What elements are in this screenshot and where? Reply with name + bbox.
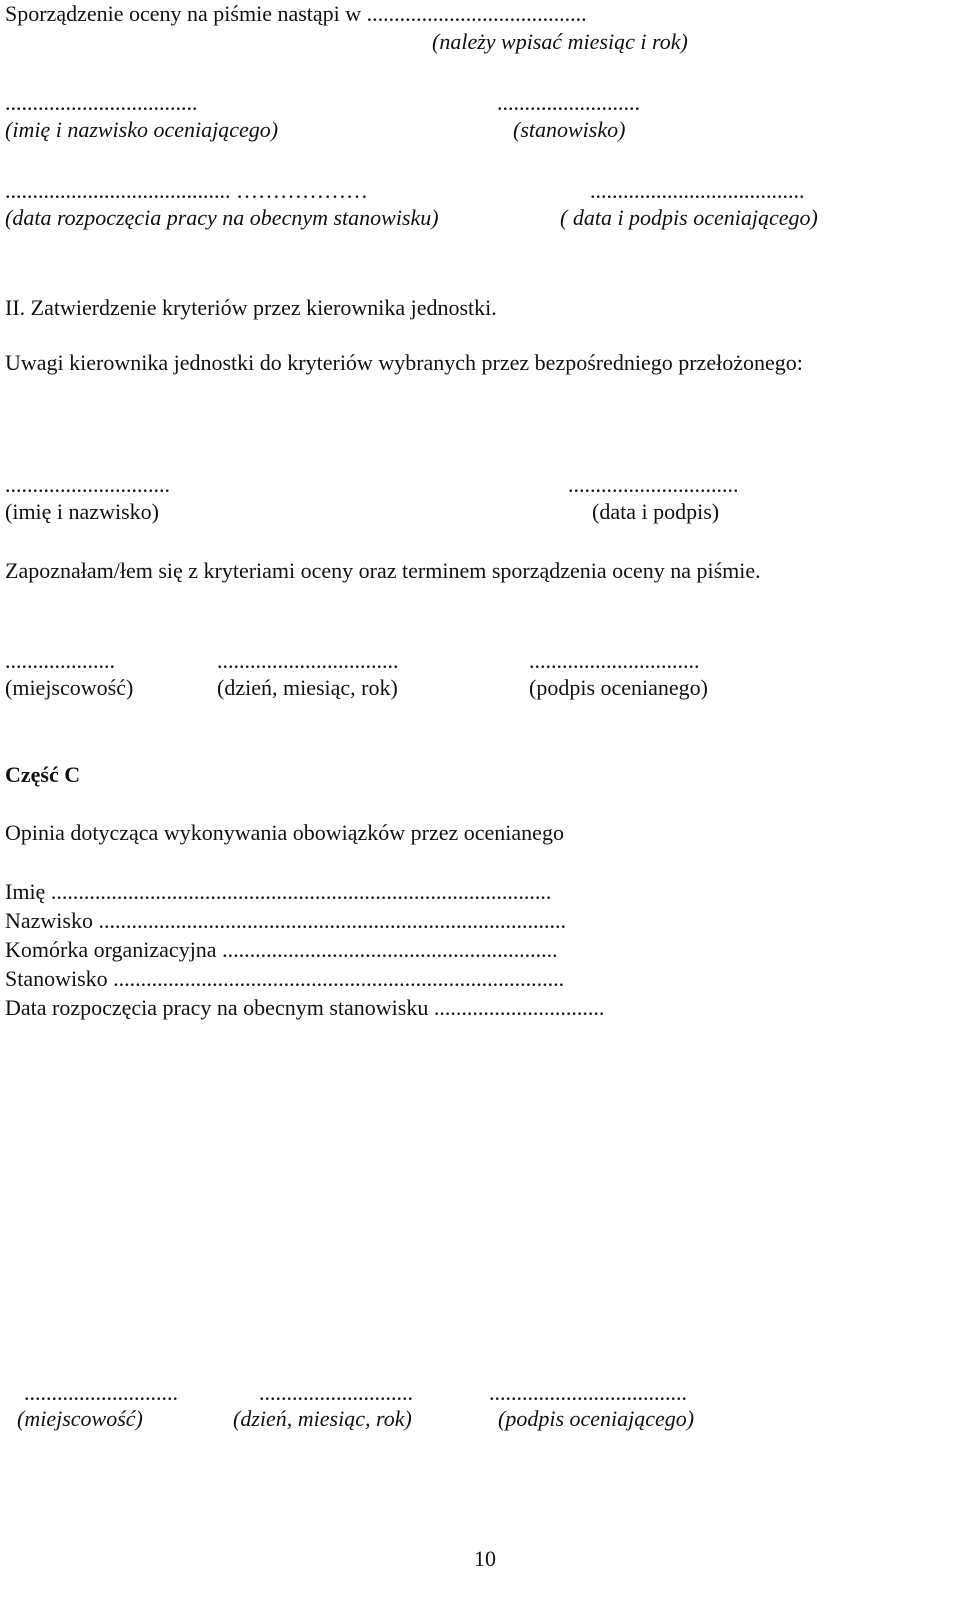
employee-date-dots: ................................. [217,648,399,673]
footer-date-label: (dzień, miesiąc, rok) [233,1406,412,1431]
employee-date-label: (dzień, miesiąc, rok) [217,675,398,700]
employee-place-dots: .................... [5,648,115,673]
review-date-hint: (należy wpisać miesiąc i rok) [432,29,688,54]
employee-place-label: (miejscowość) [5,675,134,700]
manager-signature-dots: ............................... [568,472,739,497]
start-date-dots: ......................................... ……………… [5,178,368,203]
footer-signature-label: (podpis oceniającego) [498,1406,695,1431]
manager-name-dots: .............................. [5,472,170,497]
evaluator-name-dots: ................................... [5,90,198,115]
field-position: Stanowisko .................................................................................. [5,966,565,991]
field-last-name: Nazwisko ..................................................................................... [5,908,566,933]
evaluator-position-dots: .......................... [497,90,640,115]
review-date-line: Sporządzenie oceny na piśmie nastąpi w ........................................ [5,1,587,26]
manager-signature-label: (data i podpis) [592,499,720,524]
page-number: 10 [474,1546,496,1571]
evaluator-signature-dots: ....................................... [590,178,805,203]
footer-signature-dots: .................................... [489,1380,687,1405]
footer-date-dots: ............................ [259,1380,413,1405]
start-date-label: (data rozpoczęcia pracy na obecnym stanowisku) [5,205,439,230]
footer-place-label: (miejscowość) [17,1406,143,1431]
manager-remarks-label: Uwagi kierownika jednostki do kryteriów wybranych przez bezpośredniego przełożonego: [5,350,803,375]
field-start-date: Data rozpoczęcia pracy na obecnym stanowisku ............................... [5,995,605,1020]
field-first-name: Imię ........................................................................................... [5,879,552,904]
acknowledgement-text: Zapoznałam/łem się z kryteriami oceny oraz terminem sporządzenia oceny na piśmie. [5,558,761,583]
part-c-heading: Część C [5,762,81,787]
section-ii-heading: II. Zatwierdzenie kryteriów przez kierownika jednostki. [5,295,497,320]
employee-signature-dots: ............................... [529,648,700,673]
evaluator-position-label: (stanowisko) [513,117,626,142]
evaluator-signature-label: ( data i podpis oceniającego) [560,205,818,230]
manager-name-label: (imię i nazwisko) [5,499,159,524]
footer-place-dots: ............................ [24,1380,178,1405]
part-c-subheading: Opinia dotycząca wykonywania obowiązków przez ocenianego [5,820,564,845]
evaluator-name-label: (imię i nazwisko oceniającego) [5,117,279,142]
employee-signature-label: (podpis ocenianego) [529,675,708,700]
field-department: Komórka organizacyjna ............................................................. [5,937,558,962]
